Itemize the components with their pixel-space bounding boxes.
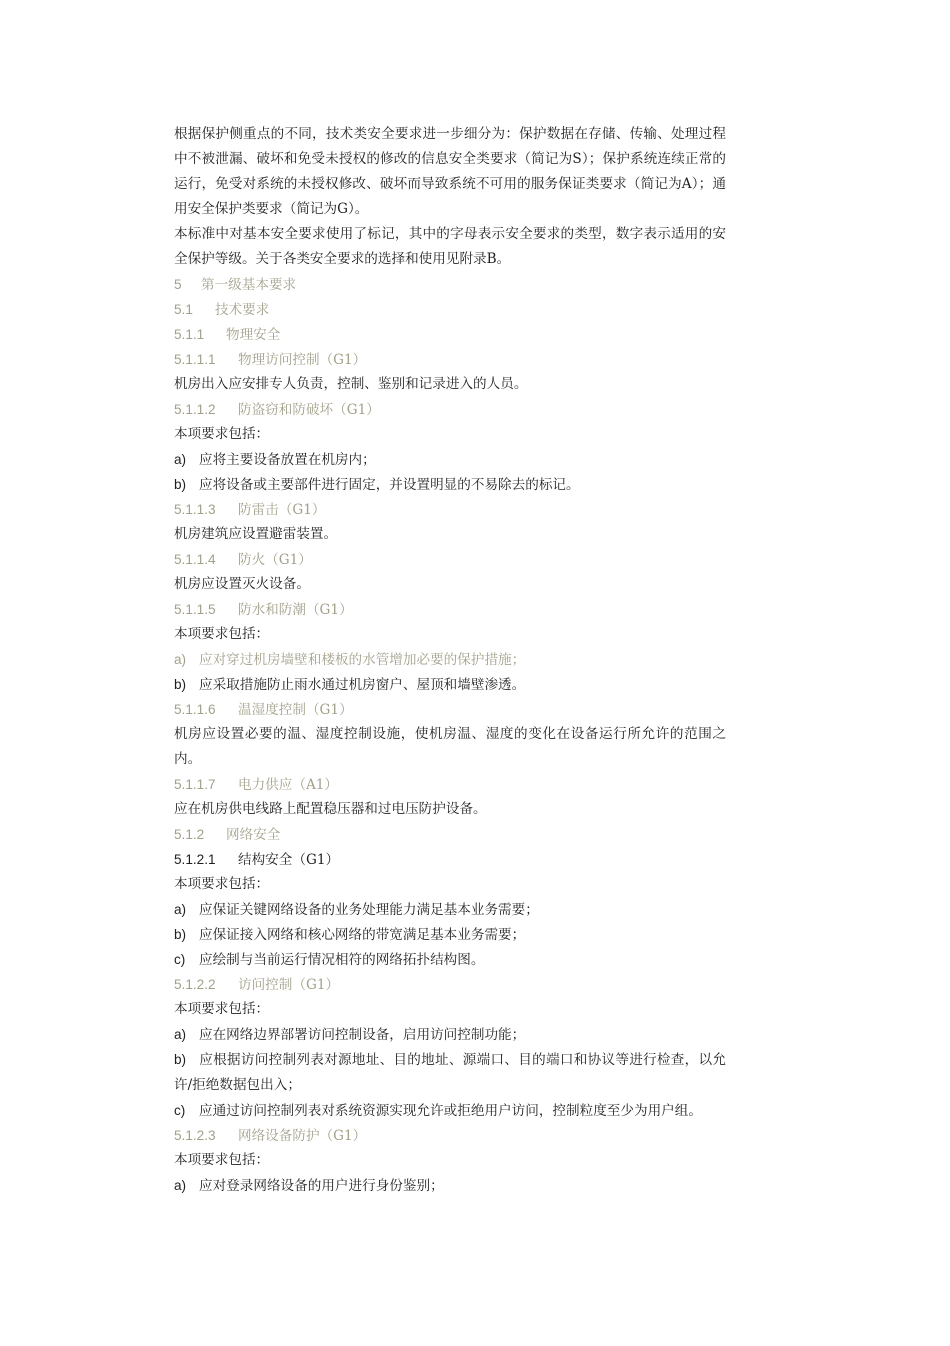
section-title: 防雷击（G1） [238, 502, 326, 518]
body-text: 机房应设置灭火设备。 [174, 576, 310, 592]
section-number: 5.1 [174, 302, 193, 317]
section-number: 5.1.2.1 [174, 852, 216, 867]
section-title: 防盗窃和防破坏（G1） [238, 402, 380, 418]
list-item [146, 1098, 726, 1123]
heading-5-1-2 [146, 822, 726, 847]
heading-5-1-1-2 [146, 397, 726, 422]
section-title: 防水和防潮（G1） [238, 602, 353, 618]
heading-5-1-1-6 [146, 697, 726, 722]
section-title: 物理安全 [226, 327, 281, 343]
list-item [146, 897, 726, 922]
requirements-intro: 本项要求包括： [174, 1001, 270, 1017]
section-title: 结构安全（G1） [238, 852, 340, 868]
section-number: 5.1.2.3 [174, 1128, 216, 1143]
list-item [146, 672, 726, 697]
heading-5-1-2-1 [146, 847, 726, 872]
heading-5-1-1-1 [146, 347, 726, 372]
list-label: b) [174, 477, 187, 492]
list-item [146, 1022, 726, 1047]
section-number: 5.1.2 [174, 827, 205, 842]
section-title: 物理访问控制（G1） [238, 352, 367, 368]
section-title: 网络设备防护（G1） [238, 1128, 367, 1144]
list-item [146, 947, 726, 972]
list-label: b) [174, 927, 187, 942]
list-label: a) [174, 652, 187, 667]
section-title: 网络安全 [226, 827, 281, 843]
list-text: 应保证接入网络和核心网络的带宽满足基本业务需要； [199, 927, 526, 943]
list-label: a) [174, 1027, 187, 1042]
section-title: 技术要求 [215, 302, 270, 318]
list-item [146, 1173, 726, 1198]
section-title: 防火（G1） [238, 552, 312, 568]
section-number: 5.1.2.2 [174, 977, 216, 992]
heading-5-1 [146, 297, 726, 322]
list-item [146, 472, 726, 497]
heading-5-1-1-5 [146, 597, 726, 622]
requirements-intro: 本项要求包括： [174, 626, 270, 642]
list-text: 应对穿过机房墙壁和楼板的水管增加必要的保护措施； [199, 652, 526, 668]
document-page [146, 122, 726, 1198]
section-title: 温湿度控制（G1） [238, 702, 353, 718]
requirements-intro: 本项要求包括： [174, 876, 270, 892]
list-label: c) [174, 1103, 186, 1118]
requirements-intro: 本项要求包括： [174, 426, 270, 442]
section-number: 5.1.1.7 [174, 777, 216, 792]
list-text: 应在网络边界部署访问控制设备，启用访问控制功能； [199, 1027, 526, 1043]
list-item [146, 922, 726, 947]
body-text: 机房出入应安排专人负责，控制、鉴别和记录进入的人员。 [174, 376, 528, 392]
section-number: 5 [174, 277, 182, 292]
heading-5-1-1-7 [146, 772, 726, 797]
list-label: a) [174, 452, 187, 467]
section-number: 5.1.1.5 [174, 602, 216, 617]
list-text: 应保证关键网络设备的业务处理能力满足基本业务需要； [199, 902, 539, 918]
section-number: 5.1.1.3 [174, 502, 216, 517]
list-item [146, 1047, 726, 1098]
list-text: 应对登录网络设备的用户进行身份鉴别； [199, 1178, 444, 1194]
list-text: 应将设备或主要部件进行固定，并设置明显的不易除去的标记。 [199, 477, 580, 493]
list-text: 应根据访问控制列表对源地址、目的地址、源端口、目的端口和协议等进行检查，以允许/拒绝数据包出入； [174, 1052, 726, 1093]
list-text: 应通过访问控制列表对系统资源实现允许或拒绝用户访问，控制粒度至少为用户组。 [199, 1103, 702, 1119]
list-text: 应绘制与当前运行情况相符的网络拓扑结构图。 [199, 952, 485, 968]
section-number: 5.1.1.6 [174, 702, 216, 717]
heading-5-1-2-3 [146, 1123, 726, 1148]
heading-5 [146, 272, 726, 297]
section-title: 电力供应（A1） [238, 777, 339, 793]
heading-5-1-1-4 [146, 547, 726, 572]
intro-paragraph-2: 本标准中对基本安全要求使用了标记，其中的字母表示安全要求的类型，数字表示适用的安全保护等级。关于各类安全要求的选择和使用见附录B。 [174, 226, 726, 267]
list-label: b) [174, 677, 187, 692]
heading-5-1-2-2 [146, 972, 726, 997]
section-title: 第一级基本要求 [201, 277, 297, 293]
list-text: 应采取措施防止雨水通过机房窗户、屋顶和墙壁渗透。 [199, 677, 526, 693]
section-number: 5.1.1.2 [174, 402, 216, 417]
intro-paragraph-1: 根据保护侧重点的不同，技术类安全要求进一步细分为：保护数据在存储、传输、处理过程中不被泄漏、破坏和免受未授权的修改的信息安全类要求（简记为S）；保护系统连续正常的运行，免受对系统的未授权修改、破坏而导致系统不可用的服务保证类要求（简记为A）；通用安全保护类要求（简记为G）。 [174, 126, 726, 217]
body-text: 应在机房供电线路上配置稳压器和过电压防护设备。 [174, 801, 487, 817]
list-item [146, 647, 726, 672]
list-label: a) [174, 1178, 187, 1193]
heading-5-1-1 [146, 322, 726, 347]
list-label: b) [174, 1052, 187, 1067]
heading-5-1-1-3 [146, 497, 726, 522]
list-item [146, 447, 726, 472]
body-text: 机房建筑应设置避雷装置。 [174, 526, 338, 542]
section-number: 5.1.1 [174, 327, 205, 342]
list-text: 应将主要设备放置在机房内； [199, 452, 376, 468]
body-text: 机房应设置必要的温、湿度控制设施，使机房温、湿度的变化在设备运行所允许的范围之内。 [174, 726, 726, 767]
requirements-intro: 本项要求包括： [174, 1152, 270, 1168]
section-number: 5.1.1.1 [174, 352, 216, 367]
section-title: 访问控制（G1） [238, 977, 340, 993]
section-number: 5.1.1.4 [174, 552, 216, 567]
list-label: a) [174, 902, 187, 917]
list-label: c) [174, 952, 186, 967]
